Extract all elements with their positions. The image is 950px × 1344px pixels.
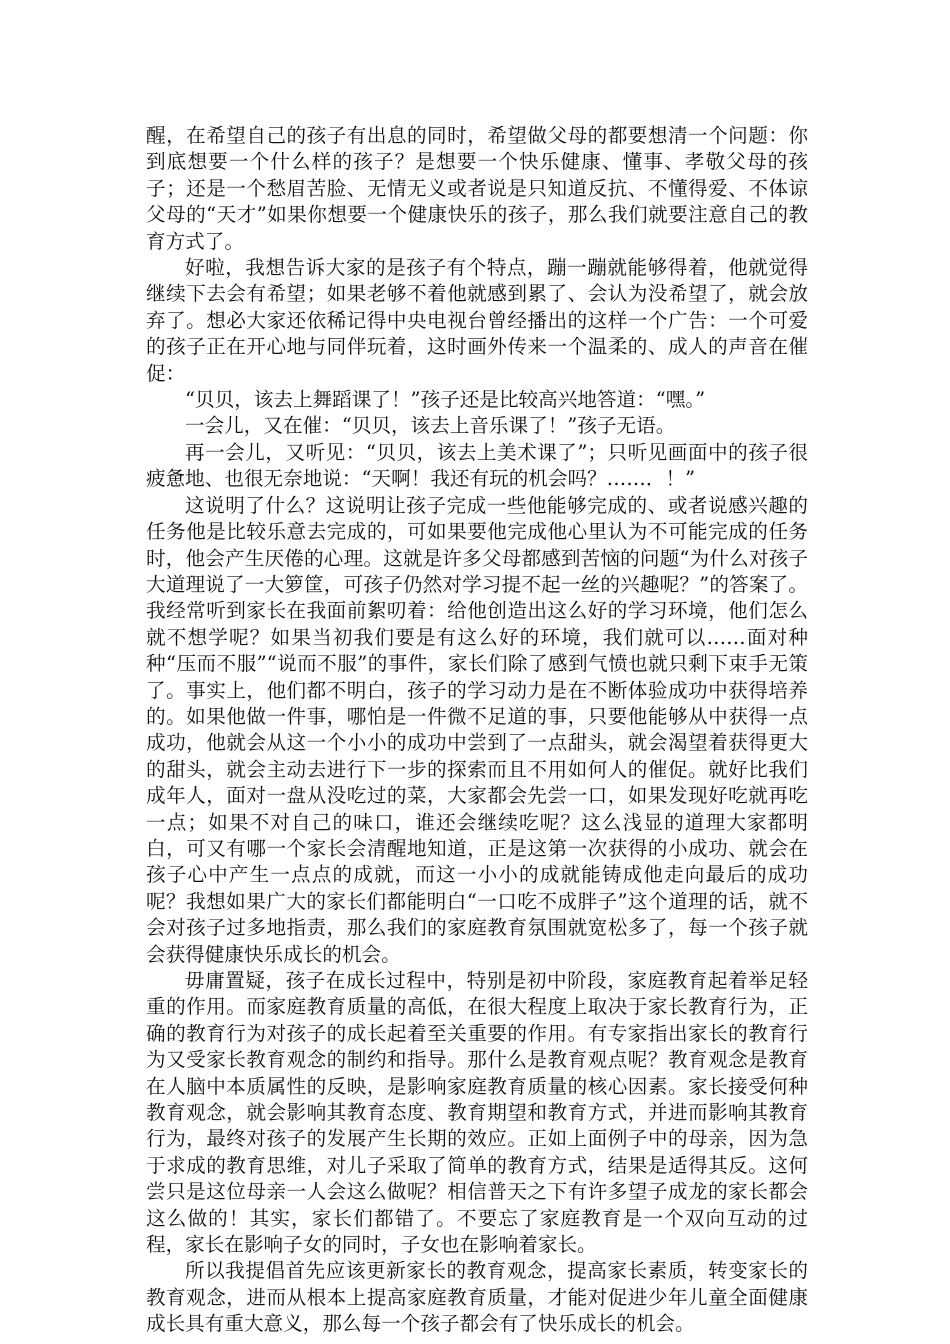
paragraph-explanation: 这说明了什么？这说明让孩子完成一些他能够完成的、或者说感兴趣的任务他是比较乐意去完成的，可如果要他完成他心里认为不可能完成的任务时，他会产生厌倦的心理。这就是许多父母都感到苦恼的问题“为什么对孩子大道理说了一大箩筐，可孩子仍然对学习提不起一丝的兴趣呢？”的答案了。我经常听到家长在我面前絮叨着：给他创造出这么好的学习环境，他们怎么就不想学呢？如果当初我们要是有这么好的环境，我们就可以……面对种种“压而不服”“说而不服”的事件，家长们除了感到气愤也就只剩下束手无策了。事实上，他们都不明白，孩子的学习动力是在不断体验成功中获得培养的。如果他做一件事，哪怕是一件微不足道的事，只要他能够从中获得一点成功，他就会从这一个小小的成功中尝到了一点甜头，就会渴望着获得更大的甜头，就会主动去进行下一步的探索而且不用如何人的催促。就好比我们成年人，面对一盘从没吃过的菜，大家都会先尝一口，如果发现好吃就再吃一点；如果不对自己的味口，谁还会继续吃呢？这么浅显的道理大家都明白，可又有哪一个家长会清醒地知道，正是这第一次获得的小成功、就会在孩子心中产生一点点的成就，而这一小小的成就能铸成他走向最后的成功呢？我想如果广大的家长们都能明白“一口吃不成胖子”这个道理的话，就不会对孩子过多地指责，那么我们的家庭教育氛围就宽松多了，每一个孩子就会获得健康快乐成长的机会。 xyxy=(146,493,808,966)
paragraph-dialogue-music: 一会儿，又在催：“贝贝，该去上音乐课了！”孩子无语。 xyxy=(185,414,676,438)
document-page xyxy=(146,123,808,1338)
paragraph-continued: 醒，在希望自己的孩子有出息的同时，希望做父母的都要想清一个问题：你到底想要一个什么样的孩子？是想要一个快乐健康、懂事、孝敬父母的孩子；还是一个愁眉苦脸、无情无义或者说是只知道反抗、不懂得爱、不体谅父母的“天才”如果你想要一个健康快乐的孩子，那么我们就要注意自己的教育方式了。 xyxy=(146,124,808,253)
paragraph-child-trait: 好啦，我想告诉大家的是孩子有个特点，蹦一蹦就能够得着，他就觉得继续下去会有希望；如果老够不着他就感到累了、会认为没希望了，就会放弃了。想必大家还依稀记得中央电视台曾经播出的这样一个广告：一个可爱的孩子正在开心地与同伴玩着，这时画外传来一个温柔的、成人的声音在催促： xyxy=(146,256,808,385)
paragraph-dialogue-art: 再一会儿，又听见：“贝贝，该去上美术课了”；只听见画面中的孩子很疲惫地、也很无奈地说：“天啊！我还有玩的机会吗？……．！” xyxy=(146,440,808,491)
paragraph-education-concept: 毋庸置疑，孩子在成长过程中，特别是初中阶段，家庭教育起着举足轻重的作用。而家庭教育质量的高低，在很大程度上取决于家长教育行为，正确的教育行为对孩子的成长起着至关重要的作用。有专家指出家长的教育行为又受家长教育观念的制约和指导。那什么是教育观点呢？教育观念是教育在人脑中本质属性的反映，是影响家庭教育质量的核心因素。家长接受何种教育观念，就会影响其教育态度、教育期望和教育方式，并进而影响其教育行为，最终对孩子的发展产生长期的效应。正如上面例子中的母亲，因为急于求成的教育思维，对儿子采取了简单的教育方式，结果是适得其反。这何尝只是这位母亲一人会这么做呢？相信普天之下有许多望子成龙的家长都会这么做的！其实，家长们都错了。不要忘了家庭教育是一个双向互动的过程，家长在影响子女的同时，子女也在影响着家长。 xyxy=(146,969,808,1257)
paragraph-conclusion: 所以我提倡首先应该更新家长的教育观念，提高家长素质，转变家长的教育观念，进而从根本上提高家庭教育质量，才能对促进少年儿童全面健康成长具有重大意义，那么每一个孩子都会有了快乐成长的机会。 xyxy=(146,1259,808,1336)
paragraph-dialogue-dance: “贝贝，该去上舞蹈课了！”孩子还是比较高兴地答道：“嘿。” xyxy=(185,388,706,412)
